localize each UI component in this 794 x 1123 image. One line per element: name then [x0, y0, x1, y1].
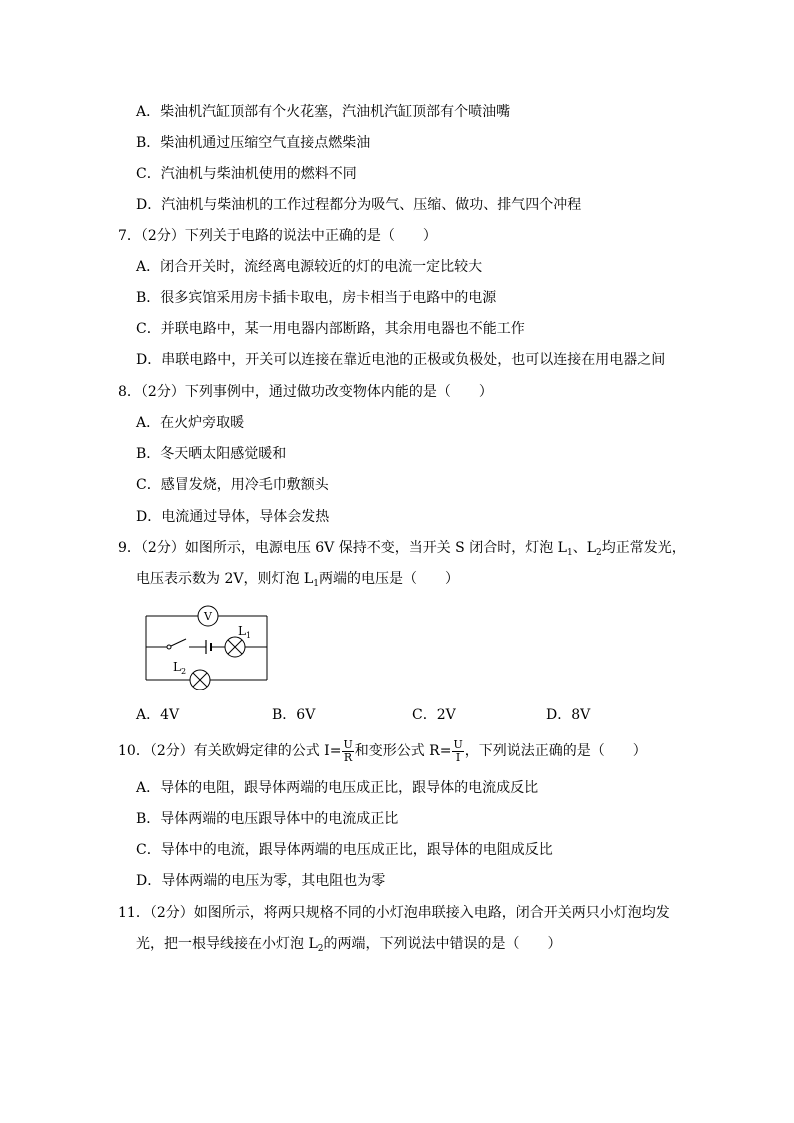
q10-option-c: C．导体中的电流，跟导体两端的电压成正比，跟导体的电阻成反比	[136, 842, 553, 858]
q10-option-b: B．导体两端的电压跟导体中的电流成正比	[136, 811, 399, 827]
q7-option-d: D．串联电路中，开关可以连接在靠近电池的正极或负极处，也可以连接在用电器之间	[136, 352, 666, 368]
q9-circuit-diagram	[140, 600, 275, 690]
q10-option-d: D．导体两端的电压为零，其电阻也为零	[136, 873, 386, 889]
q6-option-a: A．柴油机汽缸顶部有个火花塞，汽油机汽缸顶部有个喷油嘴	[136, 104, 511, 120]
q9-choice-c: C．2V	[412, 707, 456, 723]
q9-stem: 9．（2分）如图所示，电源电压 6V 保持不变，当开关 S 闭合时，灯泡 $L_1$、$L_2$均正常发光，	[118, 540, 686, 558]
q7-option-b: B．很多宾馆采用房卡插卡取电，房卡相当于电路中的电源	[136, 290, 497, 306]
q7-option-a: A．闭合开关时，流经离电源较近的灯的电流一定比较大	[136, 259, 483, 275]
switch-pivot	[167, 645, 171, 649]
q7-stem: 7．（2分）下列关于电路的说法中正确的是（ ）	[118, 228, 437, 244]
q9-stem-line2: 电压表示数为 2V，则灯泡 $L_1$两端的电压是（ ）	[136, 571, 459, 589]
voltmeter-label: V	[204, 610, 212, 623]
q6-option-c: C．汽油机与柴油机使用的燃料不同	[136, 166, 357, 182]
q6-option-d: D．汽油机与柴油机的工作过程都分为吸气、压缩、做功、排气四个冲程	[136, 197, 582, 213]
q11-stem: 11．（2分）如图所示，将两只规格不同的小灯泡串联接入电路，闭合开关两只小灯泡均发	[118, 905, 670, 921]
lamp-l2-label: $L_2$	[173, 660, 187, 676]
q8-stem: 8．（2分）下列事例中，通过做功改变物体内能的是（ ）	[118, 384, 493, 400]
q9-choice-b: B．6V	[272, 707, 316, 723]
formula-u-over-r: $\frac{U}{R}$	[343, 737, 353, 764]
q8-option-b: B．冬天晒太阳感觉暖和	[136, 446, 287, 462]
q9-choice-a: A．4V	[136, 707, 180, 723]
formula-u-over-i: $\frac{U}{I}$	[453, 737, 463, 764]
q10-option-a: A．导体的电阻，跟导体两端的电压成正比，跟导体的电流成反比	[136, 780, 539, 796]
q8-option-d: D．电流通过导体，导体会发热	[136, 509, 330, 525]
lamp-l1-label: $L_1$	[238, 624, 252, 640]
q8-option-c: C．感冒发烧，用冷毛巾敷额头	[136, 477, 329, 493]
switch-blade-icon	[171, 639, 186, 646]
q6-option-b: B．柴油机通过压缩空气直接点燃柴油	[136, 135, 371, 151]
q10-stem: 10．（2分）有关欧姆定律的公式 I= $\frac{U}{R}$ 和变形公式 R= $\frac{U}{I}$ ，下列说法正确的是（ ）	[118, 737, 647, 764]
q7-option-c: C．并联电路中，某一用电器内部断路，其余用电器也不能工作	[136, 321, 525, 337]
q9-choice-d: D．8V	[546, 707, 591, 723]
q8-option-a: A．在火炉旁取暖	[136, 415, 245, 431]
q11-stem-line2: 光，把一根导线接在小灯泡 $L_2$的两端，下列说法中错误的是（ ）	[136, 936, 562, 954]
